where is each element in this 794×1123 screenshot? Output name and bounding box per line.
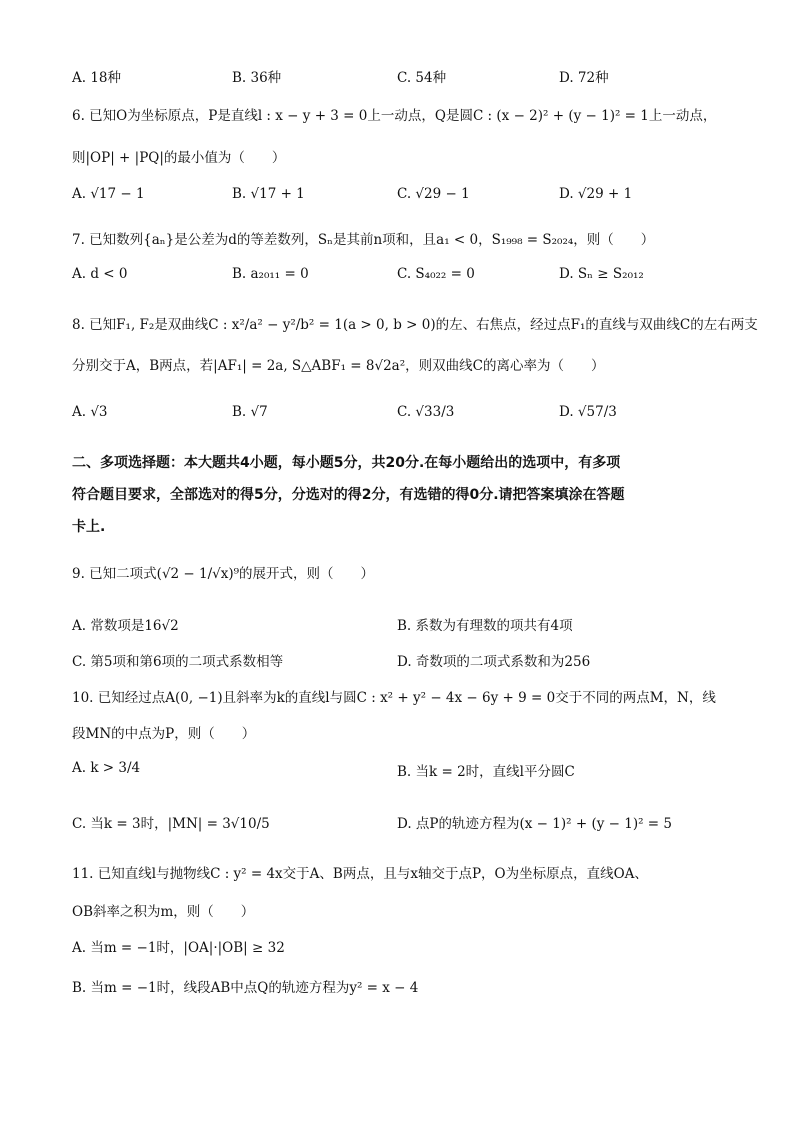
q7-options	[72, 266, 732, 292]
q9-option-d: D. 奇数项的二项式系数和为256	[397, 654, 591, 670]
section2-heading-line3: 卡上.	[72, 519, 106, 535]
q9-stem: 9. 已知二项式(√2 − 1/√x)⁹的展开式，则（ ）	[72, 566, 375, 582]
q10-option-b: B. 当k = 2时，直线l平分圆C	[397, 764, 575, 780]
q11-option-a: A. 当m = −1时，|OA|·|OB| ≥ 32	[72, 940, 285, 956]
q9-option-b: B. 系数为有理数的项共有4项	[397, 618, 573, 634]
q5-option-c: C. 54种	[397, 70, 447, 86]
q6-stem-line1: 6. 已知O为坐标原点，P是直线l : x − y + 3 = 0上一动点，Q是圆C : (x − 2)² + (y − 1)² = 1上一动点，	[72, 108, 717, 124]
q7-stem: 7. 已知数列{aₙ}是公差为d的等差数列，Sₙ是其前n项和，且a₁ < 0，S₁₉₉₈ = S₂₀₂₄，则（ ）	[72, 232, 655, 248]
q7-option-b: B. a₂₀₁₁ = 0	[232, 266, 309, 282]
q11-stem-line1: 11. 已知直线l与抛物线C : y² = 4x交于A、B两点，且与x轴交于点P，O为坐标原点，直线OA、	[72, 866, 648, 882]
q5-option-b: B. 36种	[232, 70, 282, 86]
q8-option-b: B. √7	[232, 404, 268, 420]
q8-option-a: A. √3	[72, 404, 108, 420]
q10-option-a: A. k > 3/4	[72, 760, 141, 776]
q7-option-d: D. Sₙ ≥ S₂₀₁₂	[559, 266, 644, 282]
q10-stem-line1: 10. 已知经过点A(0, −1)且斜率为k的直线l与圆C : x² + y² − 4x − 6y + 9 = 0交于不同的两点M，N，线	[72, 690, 716, 706]
q5-options	[72, 66, 732, 92]
section2-heading-line2: 符合题目要求，全部选对的得5分，分选对的得2分，有选错的得0分.请把答案填涂在答题	[72, 487, 625, 503]
q11-stem-line2: OB斜率之积为m，则（ ）	[72, 904, 255, 920]
q11-option-b: B. 当m = −1时，线段AB中点Q的轨迹方程为y² = x − 4	[72, 980, 419, 996]
q9-option-a: A. 常数项是16√2	[72, 618, 179, 634]
q6-option-c: C. √29 − 1	[397, 186, 470, 202]
q7-option-c: C. S₄₀₂₂ = 0	[397, 266, 475, 282]
q7-option-a: A. d < 0	[72, 266, 128, 282]
q6-option-a: A. √17 − 1	[72, 186, 145, 202]
q10-option-c: C. 当k = 3时，|MN| = 3√10/5	[72, 816, 270, 832]
q8-option-c: C. √33/3	[397, 404, 455, 420]
q6-option-b: B. √17 + 1	[232, 186, 305, 202]
q5-option-d: D. 72种	[559, 70, 609, 86]
q5-option-a: A. 18种	[72, 70, 122, 86]
q8-stem-line2: 分别交于A，B两点，若|AF₁| = 2a, S△ABF₁ = 8√2a²，则双曲线C的离心率为（ ）	[72, 358, 605, 374]
q8-option-d: D. √57/3	[559, 404, 617, 420]
section2-heading-line1: 二、多项选择题：本大题共4小题，每小题5分，共20分.在每小题给出的选项中，有多项	[72, 455, 621, 471]
q6-stem-line2: 则|OP| + |PQ|的最小值为（ ）	[72, 150, 286, 166]
q8-stem-line1: 8. 已知F₁, F₂是双曲线C : x²/a² − y²/b² = 1(a > 0, b > 0)的左、右焦点，经过点F₁的直线与双曲线C的左右两支	[72, 317, 758, 333]
q6-option-d: D. √29 + 1	[559, 186, 633, 202]
q9-option-c: C. 第5项和第6项的二项式系数相等	[72, 654, 284, 670]
q10-option-d: D. 点P的轨迹方程为(x − 1)² + (y − 1)² = 5	[397, 816, 672, 832]
q6-options	[72, 186, 732, 212]
q10-stem-line2: 段MN的中点为P，则（ ）	[72, 726, 256, 742]
q8-options	[72, 404, 732, 430]
